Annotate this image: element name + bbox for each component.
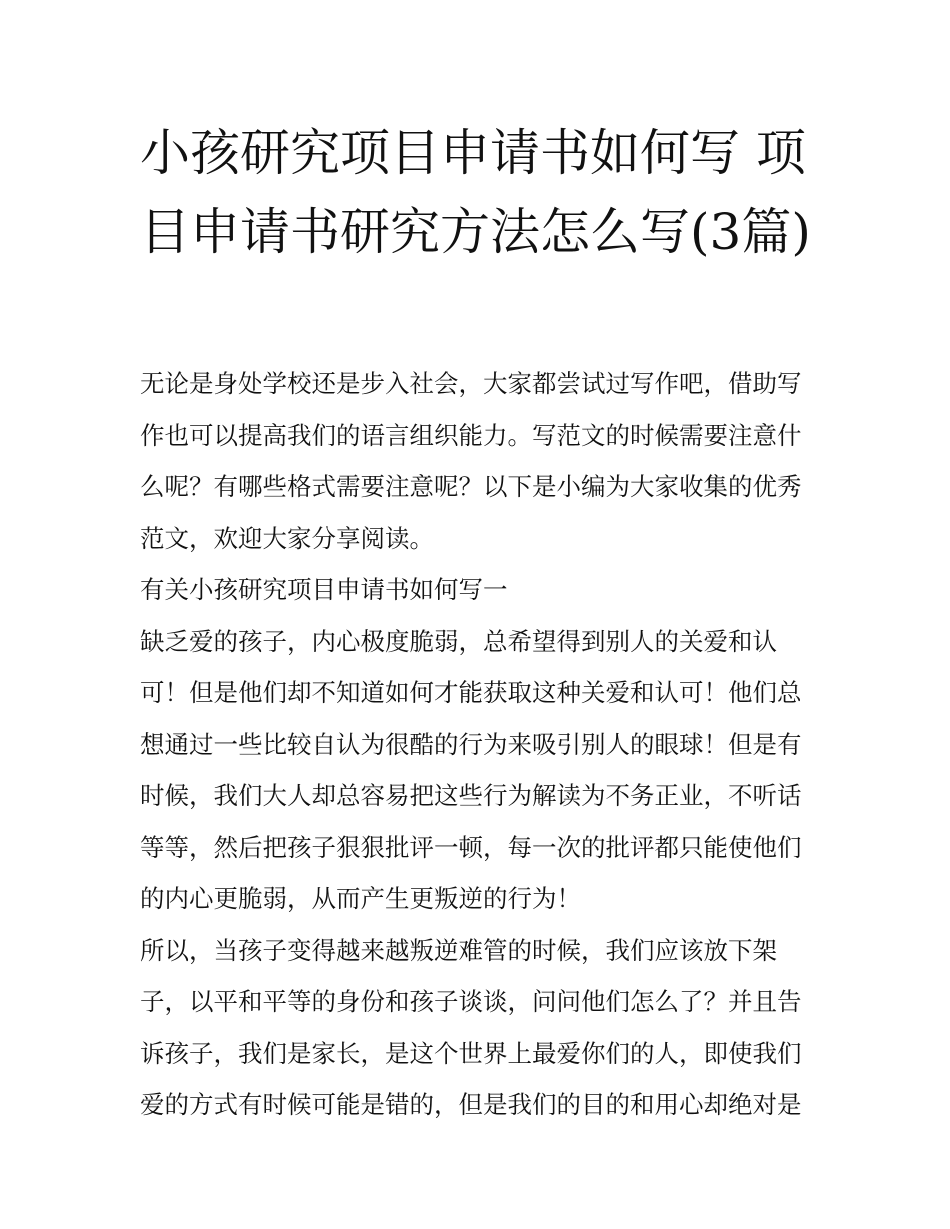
intro-paragraph: 无论是身处学校还是步入社会，大家都尝试过写作吧，借助写作也可以提高我们的语言组织能力。写范文的时候需要注意什么呢？有哪些格式需要注意呢？以下是小编为大家收集的优秀范文，欢迎大家分享阅读。 bbox=[140, 369, 802, 553]
document-title: 小孩研究项目申请书如何写 项目申请书研究方法怎么写(3篇) bbox=[140, 124, 811, 261]
section-heading: 有关小孩研究项目申请书如何写一 bbox=[140, 575, 508, 604]
body-paragraph: 所以，当孩子变得越来越叛逆难管的时候，我们应该放下架子，以平和平等的身份和孩子谈谈，问问他们怎么了？并且告诉孩子，我们是家长，是这个世界上最爱你们的人，即使我们爱的方式有时候可能是错的，但是我们的目的和用心却绝对是 bbox=[140, 935, 802, 1119]
body-paragraph: 缺乏爱的孩子，内心极度脆弱，总希望得到别人的关爱和认可！但是他们却不知道如何才能获取这种关爱和认可！他们总想通过一些比较自认为很酷的行为来吸引别人的眼球！但是有时候，我们大人却总容易把这些行为解读为不务正业，不听话等等，然后把孩子狠狠批评一顿，每一次的批评都只能使他们的内心更脆弱，从而产生更叛逆的行为！ bbox=[140, 626, 802, 913]
document-body bbox=[140, 358, 815, 1131]
